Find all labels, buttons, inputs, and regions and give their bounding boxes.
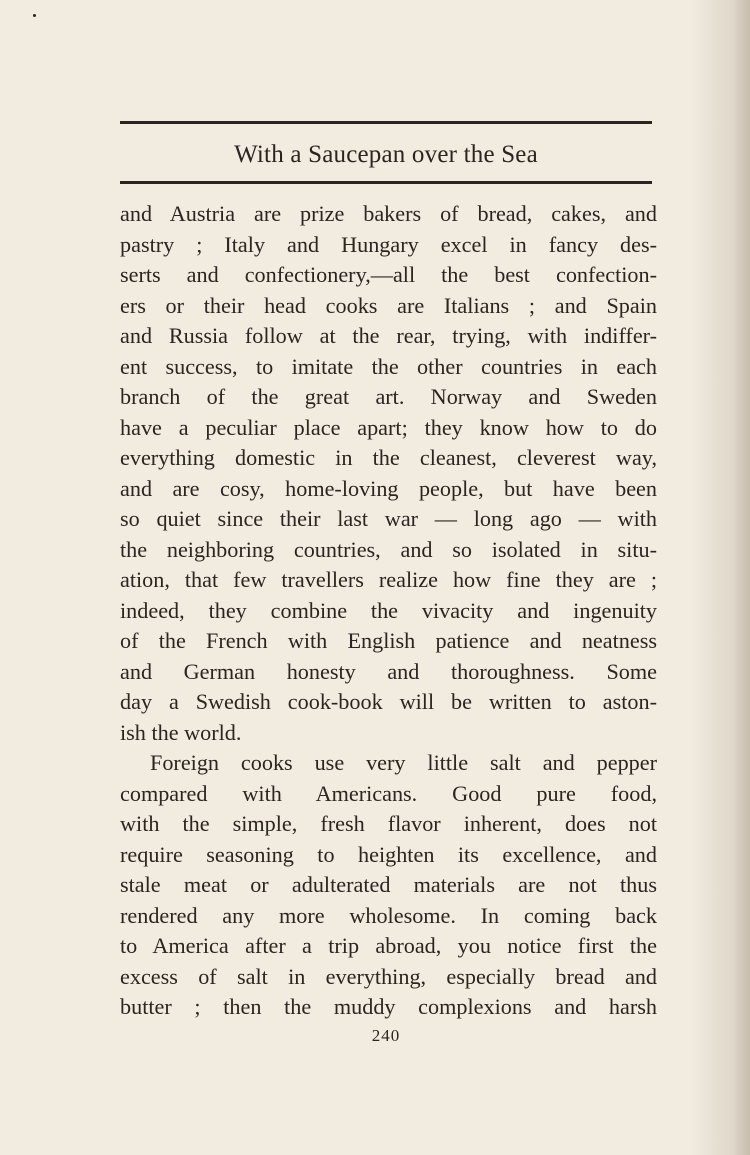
- text-line: stale meat or adulterated materials are not thus: [120, 872, 657, 897]
- text-line: and Austria are prize bakers of bread, cakes, and: [120, 201, 657, 226]
- text-line: of the French with English patience and neatness: [120, 628, 657, 653]
- text-line: indeed, they combine the vivacity and ingenuity: [120, 597, 657, 623]
- page-number: 240: [371, 1026, 401, 1045]
- text-line: butter ; then the muddy complexions and harsh: [120, 994, 657, 1019]
- text-line: day a Swedish cook-book will be written to aston-: [120, 689, 657, 714]
- text-line: branch of the great art. Norway and Sweden: [120, 384, 657, 409]
- text-line: excess of salt in everything, especially bread and: [120, 963, 657, 989]
- header-rule-top: [120, 121, 652, 124]
- paragraph-2: [120, 748, 657, 1023]
- binding-shadow: [690, 0, 750, 1155]
- body-text: [120, 199, 657, 1023]
- text-line: so quiet since their last war — long ago — with: [120, 506, 657, 531]
- text-line: the neighboring countries, and so isolated in situ-: [120, 536, 657, 562]
- text-line: and German honesty and thoroughness. Some: [120, 658, 657, 684]
- text-line: have a peculiar place apart; they know how to do: [120, 414, 657, 440]
- header-rule-bottom: [120, 181, 652, 184]
- text-line: Foreign cooks use very little salt and pepper: [150, 750, 657, 775]
- text-line: ent success, to imitate the other countries in each: [120, 353, 657, 379]
- text-line: ers or their head cooks are Italians ; and Spain: [120, 292, 657, 318]
- text-line: with the simple, fresh flavor inherent, does not: [120, 811, 657, 836]
- running-head: With a Saucepan over the Sea: [234, 141, 538, 168]
- text-line: ation, that few travellers realize how fine they are ;: [120, 567, 657, 592]
- text-line: and Russia follow at the rear, trying, with indiffer-: [120, 323, 657, 348]
- text-line: compared with Americans. Good pure food,: [120, 780, 657, 806]
- text-line: serts and confectionery,—all the best confection-: [120, 262, 657, 287]
- text-line: to America after a trip abroad, you notice first the: [120, 933, 657, 958]
- text-line: require seasoning to heighten its excellence, and: [120, 841, 657, 867]
- ink-speck: [33, 14, 36, 17]
- paragraph-1: [120, 199, 657, 748]
- text-line: pastry ; Italy and Hungary excel in fancy des-: [120, 231, 657, 257]
- text-line: and are cosy, home-loving people, but have been: [120, 475, 657, 501]
- text-line: rendered any more wholesome. In coming back: [120, 902, 657, 928]
- text-line: ish the world.: [120, 719, 242, 745]
- text-line: everything domestic in the cleanest, cleverest way,: [120, 445, 657, 470]
